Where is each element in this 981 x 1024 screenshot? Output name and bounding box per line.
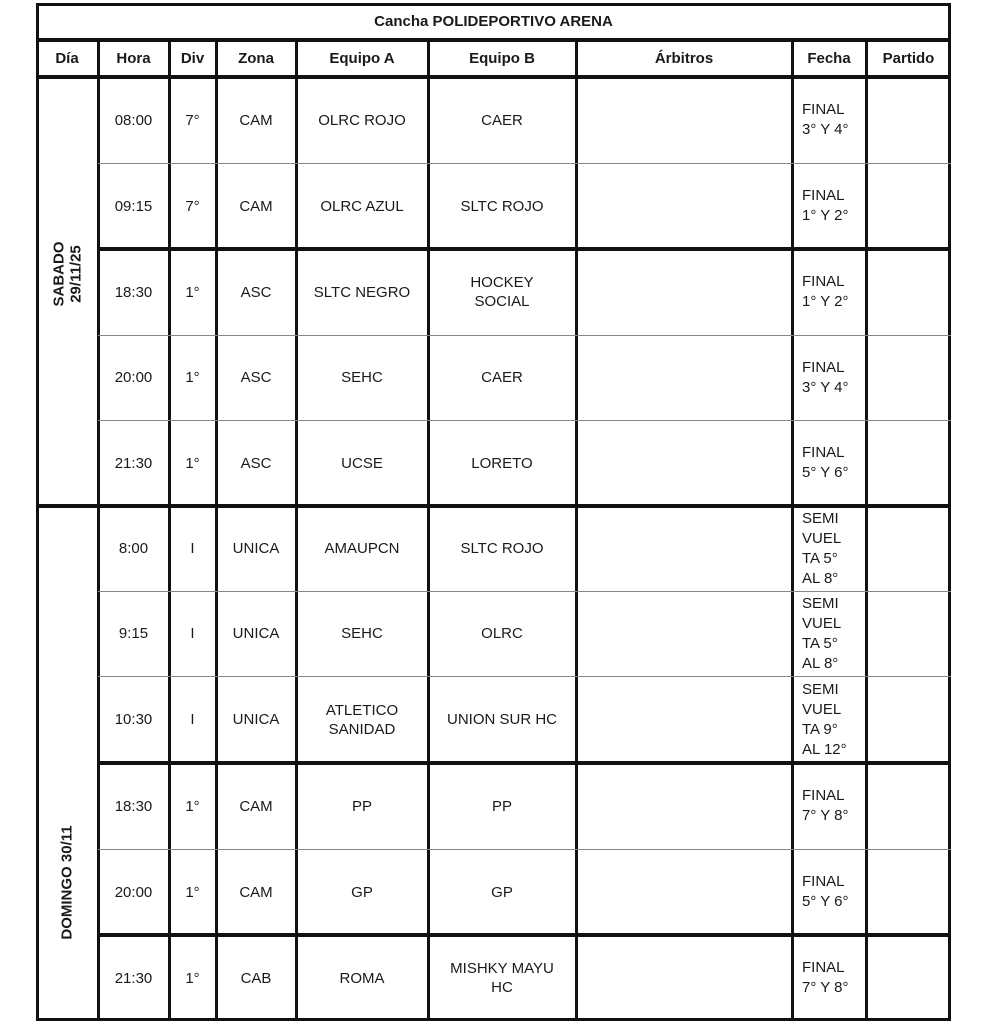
cell-div: 1° xyxy=(185,797,200,815)
day-label xyxy=(59,825,76,939)
cell-zona: UNICA xyxy=(232,711,280,728)
cell-equipo-a: GP xyxy=(351,883,373,901)
cell-zona: UNICA xyxy=(232,625,280,642)
cell-fecha: FINAL 1° Y 2° xyxy=(802,273,849,310)
cell-equipo-a: UCSE xyxy=(341,454,383,472)
header-equipo-a: Equipo A xyxy=(329,50,395,67)
cell-hora: 9:15 xyxy=(118,625,149,642)
cell-equipo-b: MISHKY MAYU HC xyxy=(450,960,554,996)
cell-partido[interactable] xyxy=(866,77,951,163)
cell-hora: 8:00 xyxy=(118,540,149,557)
cell-equipo-b: UNION SUR HC xyxy=(446,711,557,728)
cell-zona: ASC xyxy=(240,283,272,301)
cell-equipo-a: ROMA xyxy=(339,969,385,987)
cell-equipo-b: SLTC ROJO xyxy=(460,540,544,557)
day-cell xyxy=(36,77,98,506)
cell-fecha: FINAL 5° Y 6° xyxy=(802,873,849,910)
cell-equipo-b: CAER xyxy=(481,369,523,386)
header-hora: Hora xyxy=(116,50,151,67)
header-div: Div xyxy=(180,50,205,67)
cell-partido[interactable] xyxy=(866,163,951,249)
cell-fecha: SEMI VUEL TA 5° AL 8° xyxy=(802,594,842,672)
header-dia: Día xyxy=(55,50,79,67)
cell-div: I xyxy=(190,711,195,728)
cell-hora: 21:30 xyxy=(114,454,153,472)
cell-arbitros[interactable] xyxy=(576,935,792,1021)
cell-equipo-a: SEHC xyxy=(341,625,383,642)
table-title: Cancha POLIDEPORTIVO ARENA xyxy=(374,13,613,30)
cell-div: 1° xyxy=(185,454,200,472)
cell-equipo-a: OLRC AZUL xyxy=(320,197,404,215)
cell-arbitros[interactable] xyxy=(576,676,792,763)
cell-arbitros[interactable] xyxy=(576,335,792,420)
cell-equipo-a: ATLETICO SANIDAD xyxy=(325,701,399,738)
cell-hora: 20:00 xyxy=(114,883,153,901)
cell-zona: UNICA xyxy=(232,540,280,557)
cell-equipo-a: SLTC NEGRO xyxy=(313,283,411,301)
cell-zona: ASC xyxy=(240,454,272,472)
cell-arbitros[interactable] xyxy=(576,249,792,335)
day-name: DOMINGO 30/11 xyxy=(58,825,76,940)
cell-arbitros[interactable] xyxy=(576,77,792,163)
cell-partido[interactable] xyxy=(866,935,951,1021)
cell-div: I xyxy=(190,625,195,642)
schedule-table xyxy=(36,3,951,1021)
cell-equipo-b: GP xyxy=(491,883,513,901)
cell-partido[interactable] xyxy=(866,249,951,335)
cell-partido[interactable] xyxy=(866,676,951,763)
cell-partido[interactable] xyxy=(866,763,951,849)
cell-fecha: SEMI VUEL TA 9° AL 12° xyxy=(802,680,847,758)
cell-equipo-b: LORETO xyxy=(471,454,533,472)
cell-div: 1° xyxy=(185,969,200,987)
cell-fecha: FINAL 5° Y 6° xyxy=(802,444,849,481)
cell-fecha: FINAL 3° Y 4° xyxy=(802,101,849,138)
cell-fecha: FINAL 7° Y 8° xyxy=(802,787,849,824)
cell-equipo-a: AMAUPCN xyxy=(324,540,400,557)
header-partido: Partido xyxy=(882,50,935,67)
cell-partido[interactable] xyxy=(866,420,951,506)
cell-partido[interactable] xyxy=(866,849,951,935)
cell-div: 1° xyxy=(185,369,200,386)
cell-div: I xyxy=(190,540,195,557)
cell-arbitros[interactable] xyxy=(576,506,792,591)
cell-equipo-b: OLRC xyxy=(481,625,523,642)
day-name: SABADO xyxy=(50,241,68,307)
cell-div: 7° xyxy=(185,111,200,129)
header-equipo-b: Equipo B xyxy=(469,50,535,67)
header-fecha: Fecha xyxy=(807,50,851,67)
cell-partido[interactable] xyxy=(866,591,951,676)
cell-zona: CAB xyxy=(240,969,272,987)
cell-arbitros[interactable] xyxy=(576,849,792,935)
day-cell xyxy=(36,506,98,1021)
cell-arbitros[interactable] xyxy=(576,163,792,249)
cell-arbitros[interactable] xyxy=(576,591,792,676)
cell-fecha: SEMI VUEL TA 5° AL 8° xyxy=(802,509,842,587)
cell-hora: 18:30 xyxy=(114,283,153,301)
cell-equipo-a: OLRC ROJO xyxy=(318,111,406,129)
cell-div: 1° xyxy=(185,883,200,901)
cell-hora: 08:00 xyxy=(114,111,153,129)
cell-equipo-b: CAER xyxy=(481,111,523,129)
cell-zona: CAM xyxy=(239,797,273,815)
cell-hora: 21:30 xyxy=(114,969,153,987)
cell-zona: CAM xyxy=(239,111,273,129)
cell-zona: CAM xyxy=(239,197,273,215)
cell-equipo-b: PP xyxy=(491,797,512,815)
cell-arbitros[interactable] xyxy=(576,763,792,849)
cell-partido[interactable] xyxy=(866,506,951,591)
cell-arbitros[interactable] xyxy=(576,420,792,506)
cell-zona: CAM xyxy=(239,883,273,901)
cell-equipo-b: HOCKEY SOCIAL xyxy=(470,274,534,310)
day-label xyxy=(50,241,84,306)
cell-equipo-a: SEHC xyxy=(341,369,383,386)
cell-equipo-b: SLTC ROJO xyxy=(460,197,544,215)
header-zona: Zona xyxy=(238,50,274,67)
cell-div: 7° xyxy=(185,197,200,215)
header-arbitros: Árbitros xyxy=(654,50,714,67)
cell-partido[interactable] xyxy=(866,335,951,420)
cell-hora: 20:00 xyxy=(114,369,153,386)
cell-fecha: FINAL 3° Y 4° xyxy=(802,358,849,396)
cell-fecha: FINAL 7° Y 8° xyxy=(802,959,849,996)
cell-hora: 18:30 xyxy=(114,797,153,815)
cell-equipo-a: PP xyxy=(351,797,372,815)
cell-fecha: FINAL 1° Y 2° xyxy=(802,187,849,224)
cell-hora: 09:15 xyxy=(114,197,153,215)
cell-div: 1° xyxy=(185,283,200,301)
cell-hora: 10:30 xyxy=(114,711,153,728)
day-date: 29/11/25 xyxy=(67,245,85,303)
cell-zona: ASC xyxy=(240,369,272,386)
